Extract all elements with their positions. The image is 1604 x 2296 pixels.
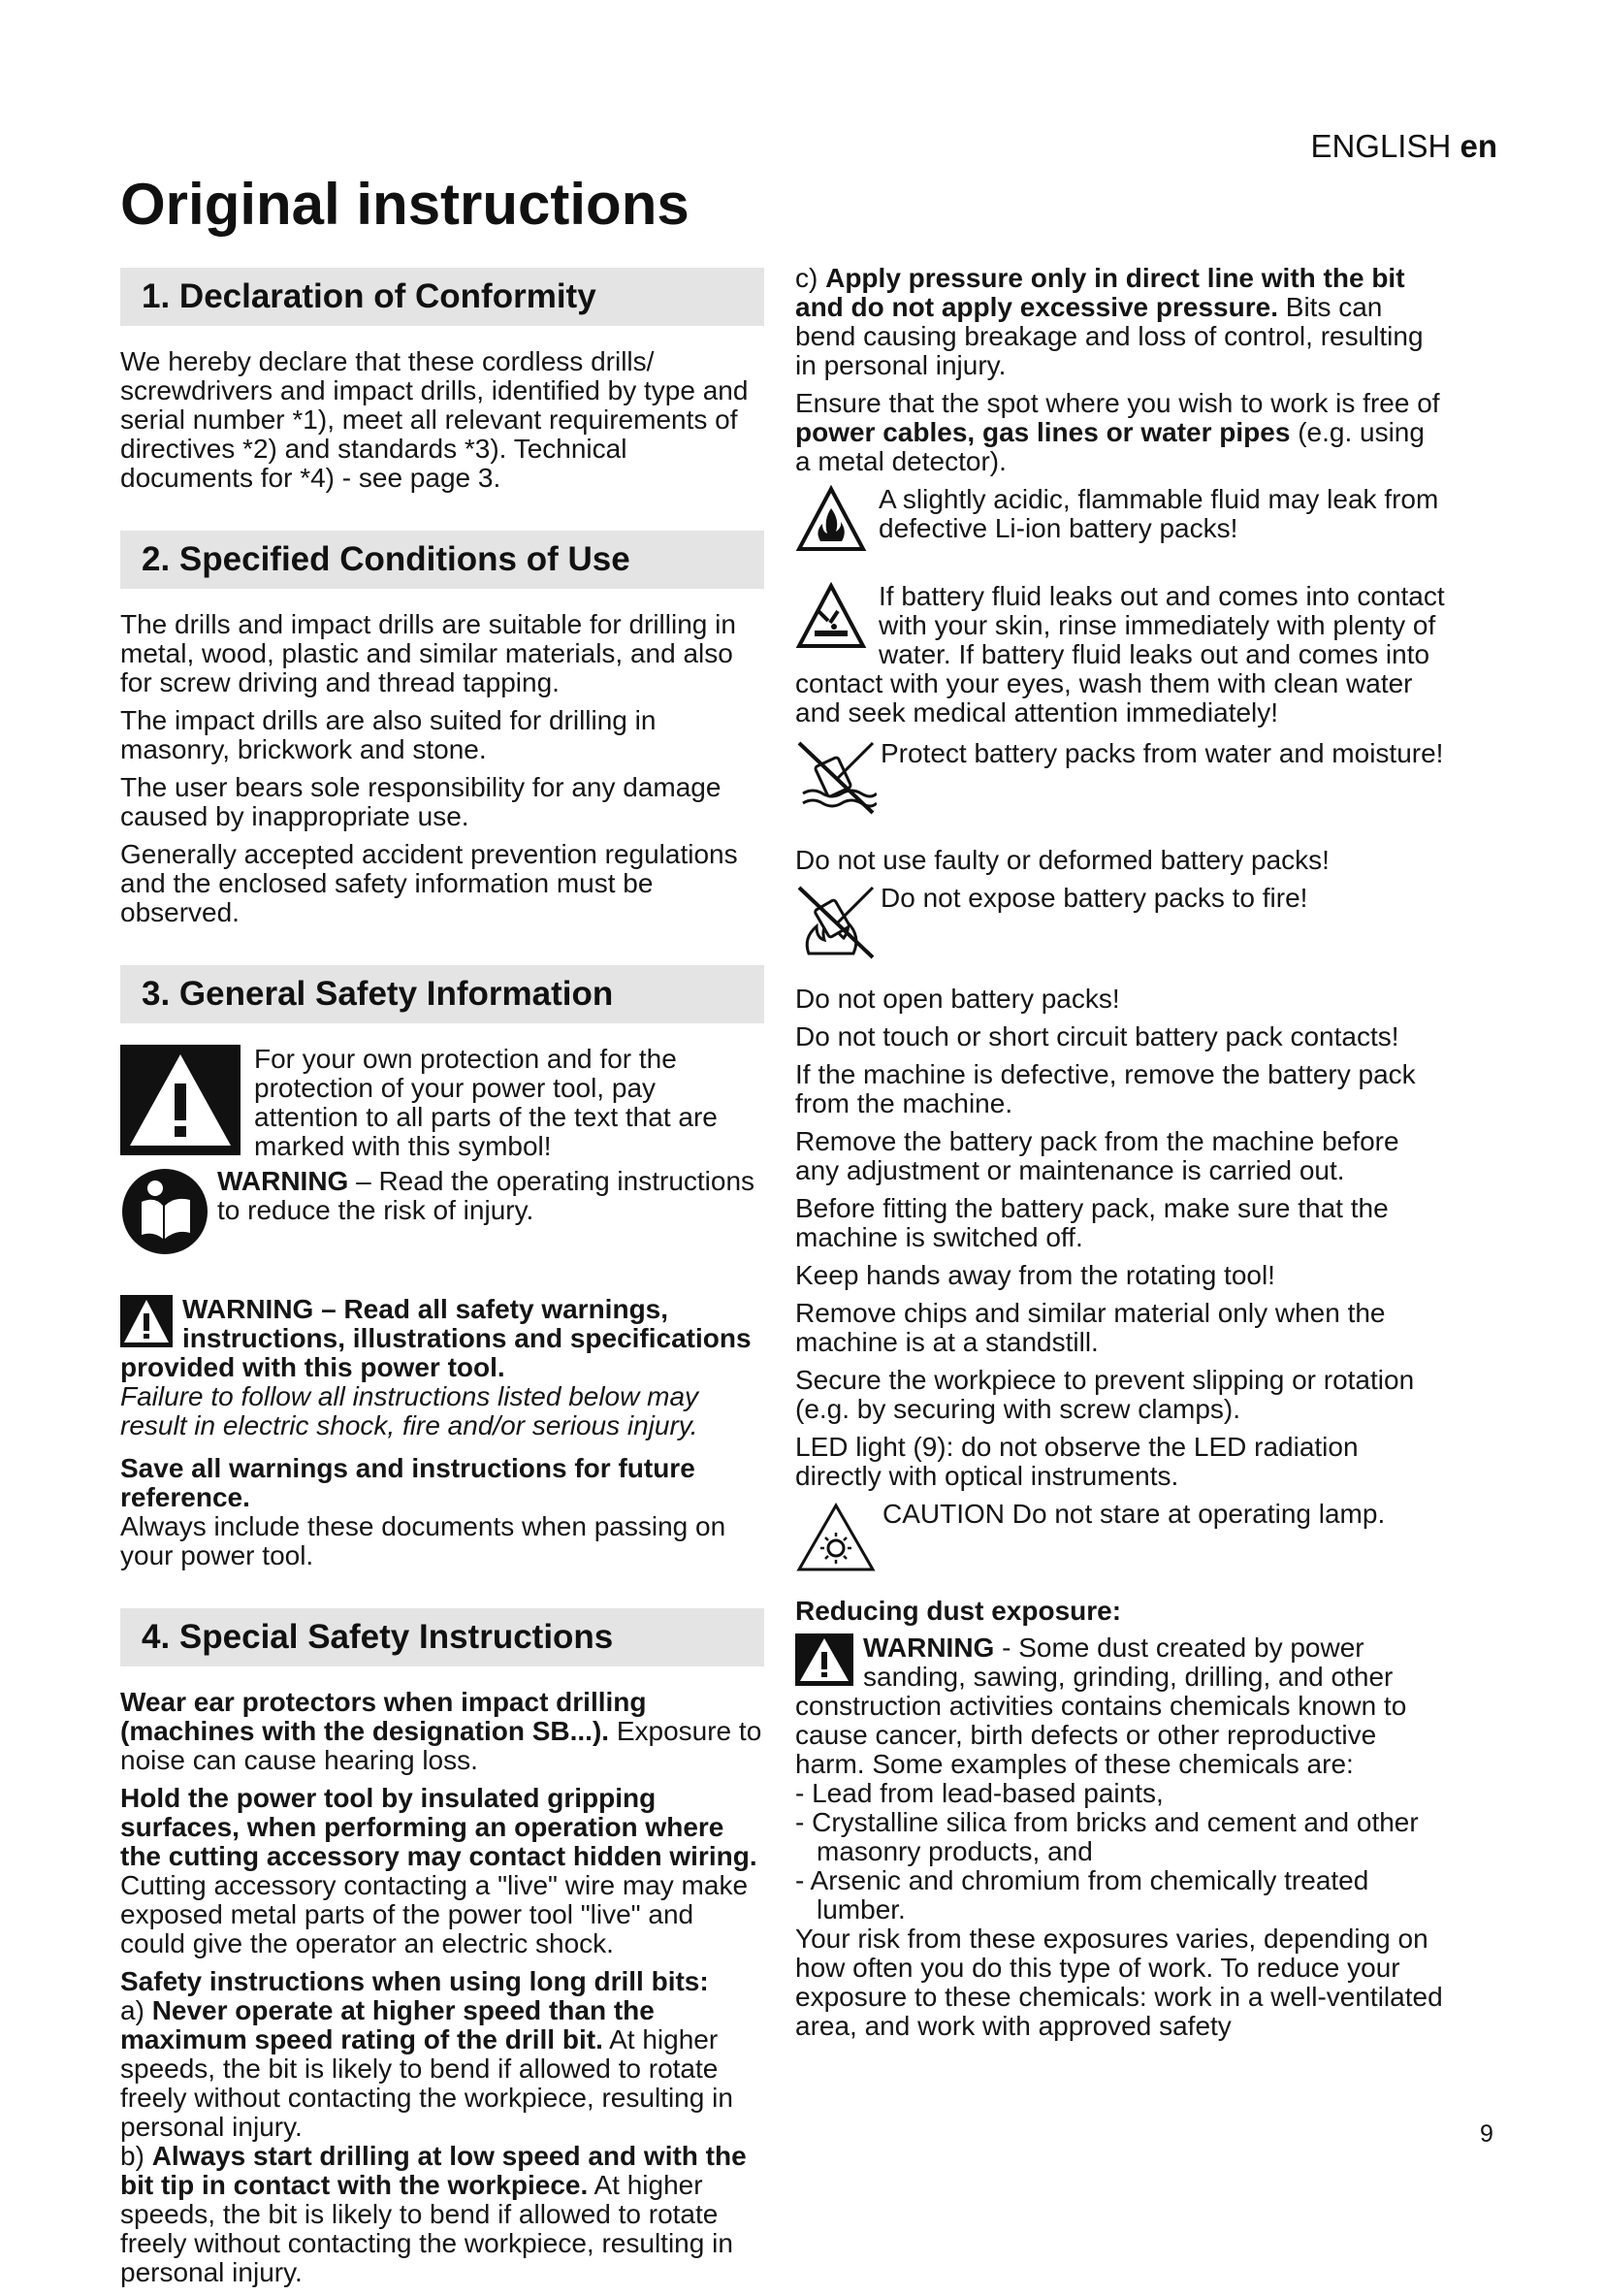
faulty-battery-text: Do not use faulty or deformed battery packs! [795, 845, 1330, 875]
conditions-paragraph-4: Generally accepted accident prevention regulations and the enclosed safety information must be observed. [120, 839, 738, 927]
read-all-warnings-paragraph [120, 1295, 764, 1440]
caution-lamp-icon [795, 1500, 877, 1573]
flammable-fluid-paragraph [795, 485, 1445, 553]
long-drill-bits-b-prefix: b) [120, 2141, 152, 2171]
dust-warning-paragraph [795, 1633, 1445, 1779]
right-column [795, 264, 1445, 2050]
read-manual-text [217, 1167, 764, 1225]
chemical-examples-list [795, 1779, 1445, 1924]
ear-protectors-bold: Wear ear protectors when impact drilling (machines with the designation SB...). [120, 1687, 647, 1746]
long-drill-bits-c [795, 264, 1445, 380]
remove-battery-text: Remove the battery pack from the machine before any adjustment or maintenance is carried out. [795, 1126, 1399, 1185]
long-drill-bits-b-text: At higher speeds, the bit is likely to bend if allowed to rotate freely without contacting the workpiece, resulting in personal injury. [120, 2170, 733, 2287]
left-column [120, 268, 764, 2296]
contacts-text: Do not touch or short circuit battery pack contacts! [795, 1021, 1399, 1051]
read-manual-icon [120, 1167, 209, 1256]
declaration-text: We hereby declare that these cordless drills/ screwdrivers and impact drills, identified by type and serial number *1), meet all relevant requirements of directives *2) and standards *3). Technical documents for *4) - see page 3. [120, 346, 749, 493]
read-all-warnings-heading: WARNING – Read all safety warnings, instructions, illustrations and specifications provided with this power tool. [120, 1294, 752, 1382]
no-fire-icon [795, 884, 877, 961]
long-drill-bits-b [120, 2142, 764, 2287]
read-manual-warning-label: WARNING [217, 1166, 349, 1196]
ear-protectors-paragraph [120, 1688, 764, 1775]
warning-triangle-icon [120, 1045, 241, 1155]
section-heading-declaration: 1. Declaration of Conformity [120, 268, 764, 326]
open-battery-text: Do not open battery packs! [795, 984, 1120, 1014]
long-drill-bits-a-bold: Never operate at higher speed than the maximum speed rating of the drill bit. [120, 1995, 655, 2054]
flammable-fluid-text: A slightly acidic, flammable fluid may leak from defective Li-ion battery packs! [879, 484, 1439, 543]
long-drill-bits-a-text: At higher speeds, the bit is likely to bend if allowed to rotate freely without contacting the workpiece, resulting in personal injury. [120, 2024, 733, 2142]
dust-warning-label: WARNING [863, 1633, 995, 1663]
read-manual-warning-text: – Read the operating instructions to reduce the risk of injury. [217, 1166, 755, 1225]
list-item: - Arsenic and chromium from chemically treated lumber. [795, 1865, 1369, 1924]
hidden-lines-paragraph [795, 389, 1445, 476]
section-heading-special-safety: 4. Special Safety Instructions [120, 1608, 764, 1666]
corrosive-warning-icon [795, 582, 867, 650]
conditions-paragraph-3: The user bears sole responsibility for any damage caused by inappropriate use. [120, 772, 722, 831]
read-all-warnings-italic: Failure to follow all instructions listed below may result in electric shock, fire and/or serious injury. [120, 1381, 699, 1440]
long-drill-bits-a-prefix: a) [120, 1995, 152, 2025]
insulated-grip-bold: Hold the power tool by insulated gripping surfaces, when performing an operation where the cutting accessory may contact hidden wiring. [120, 1783, 757, 1871]
language-label [1280, 128, 1497, 165]
warning-symbol-text: For your own protection and for the protection of your power tool, pay attention to all parts of the text that are marked with this symbol! [254, 1044, 718, 1161]
secure-workpiece-text: Secure the workpiece to prevent slipping or rotation (e.g. by securing with screw clamps). [795, 1365, 1415, 1424]
water-protection-text: Protect battery packs from water and moisture! [881, 738, 1444, 768]
language-name: ENGLISH [1310, 128, 1452, 164]
list-item: - Lead from lead-based paints, [795, 1778, 1164, 1808]
flammable-warning-icon [795, 485, 867, 553]
language-code: en [1460, 128, 1497, 164]
save-warnings-text: Always include these documents when passing on your power tool. [120, 1511, 726, 1570]
hidden-lines-bold: power cables, gas lines or water pipes [795, 417, 1291, 447]
long-drill-bits-c-prefix: c) [795, 263, 826, 293]
water-protection-paragraph [795, 739, 1445, 817]
hidden-lines-pre: Ensure that the spot where you wish to work is free of [795, 388, 1440, 418]
long-drill-bits-c-text: Bits can bend causing breakage and loss of control, resulting in personal injury. [795, 292, 1424, 380]
list-item: - Crystalline silica from bricks and cement and other masonry products, and [795, 1807, 1419, 1866]
document-title: Original instructions [120, 172, 690, 237]
defective-machine-text: If the machine is defective, remove the battery pack from the machine. [795, 1059, 1416, 1118]
conditions-paragraph-1: The drills and impact drills are suitable for drilling in metal, wood, plastic and similar materials, and also for screw driving and thread tapping. [120, 609, 736, 697]
section-heading-conditions-of-use: 2. Specified Conditions of Use [120, 531, 764, 589]
conditions-paragraph-2: The impact drills are also suited for drilling in masonry, brickwork and stone. [120, 705, 657, 764]
dust-exposure-heading: Reducing dust exposure: [795, 1596, 1122, 1626]
remove-chips-text: Remove chips and similar material only when the machine is at a standstill. [795, 1298, 1386, 1357]
long-drill-bits-b-bold: Always start drilling at low speed and with the bit tip in contact with the workpiece. [120, 2141, 747, 2200]
dust-warning-icon [795, 1633, 853, 1686]
page-number: 9 [1480, 2120, 1493, 2148]
fitting-battery-text: Before fitting the battery pack, make sure that the machine is switched off. [795, 1193, 1389, 1252]
warning-triangle-small-icon [120, 1295, 173, 1347]
section-heading-general-safety: 3. General Safety Information [120, 965, 764, 1023]
led-light-text: LED light (9): do not observe the LED radiation directly with optical instruments. [795, 1432, 1359, 1491]
read-manual-paragraph [120, 1167, 764, 1256]
no-water-icon [795, 739, 877, 817]
ear-protectors-text: Exposure to noise can cause hearing loss. [120, 1716, 762, 1775]
warning-symbol-paragraph [120, 1045, 764, 1161]
fire-protection-paragraph [795, 884, 1445, 961]
battery-leak-paragraph [795, 582, 1445, 728]
long-drill-bits-a [120, 1996, 764, 2142]
insulated-grip-text: Cutting accessory contacting a "live" wire may make exposed metal parts of the power tool "live" and could give the operator an electric shock. [120, 1870, 749, 1958]
save-warnings-heading: Save all warnings and instructions for future reference. [120, 1453, 695, 1512]
insulated-grip-paragraph [120, 1784, 764, 1958]
dust-risk-text: Your risk from these exposures varies, depending on how often you do this type of work. To reduce your exposure to these chemicals: work in a well-ventilated area, and work with approved safety [795, 1924, 1443, 2041]
long-drill-bits-c-bold: Apply pressure only in direct line with the bit and do not apply excessive pressure. [795, 263, 1405, 322]
dust-warning-text: - Some dust created by power sanding, sawing, grinding, drilling, and other construction activities contains chemicals known to cause cancer, birth defects or other reproductive harm. Some examples of these chemicals are: [795, 1633, 1407, 1779]
caution-lamp-paragraph [795, 1500, 1445, 1573]
hands-away-text: Keep hands away from the rotating tool! [795, 1260, 1275, 1290]
long-drill-bits-heading: Safety instructions when using long drill bits: [120, 1966, 709, 1996]
battery-leak-text: If battery fluid leaks out and comes into contact with your skin, rinse immediately with plenty of water. If battery fluid leaks out and comes into contact with your eyes, wash them with clean water and seek medical attention immediately! [795, 581, 1445, 728]
hidden-lines-post: (e.g. using a metal detector). [795, 417, 1425, 476]
caution-lamp-text: CAUTION Do not stare at operating lamp. [882, 1499, 1386, 1529]
fire-protection-text: Do not expose battery packs to fire! [881, 883, 1308, 913]
